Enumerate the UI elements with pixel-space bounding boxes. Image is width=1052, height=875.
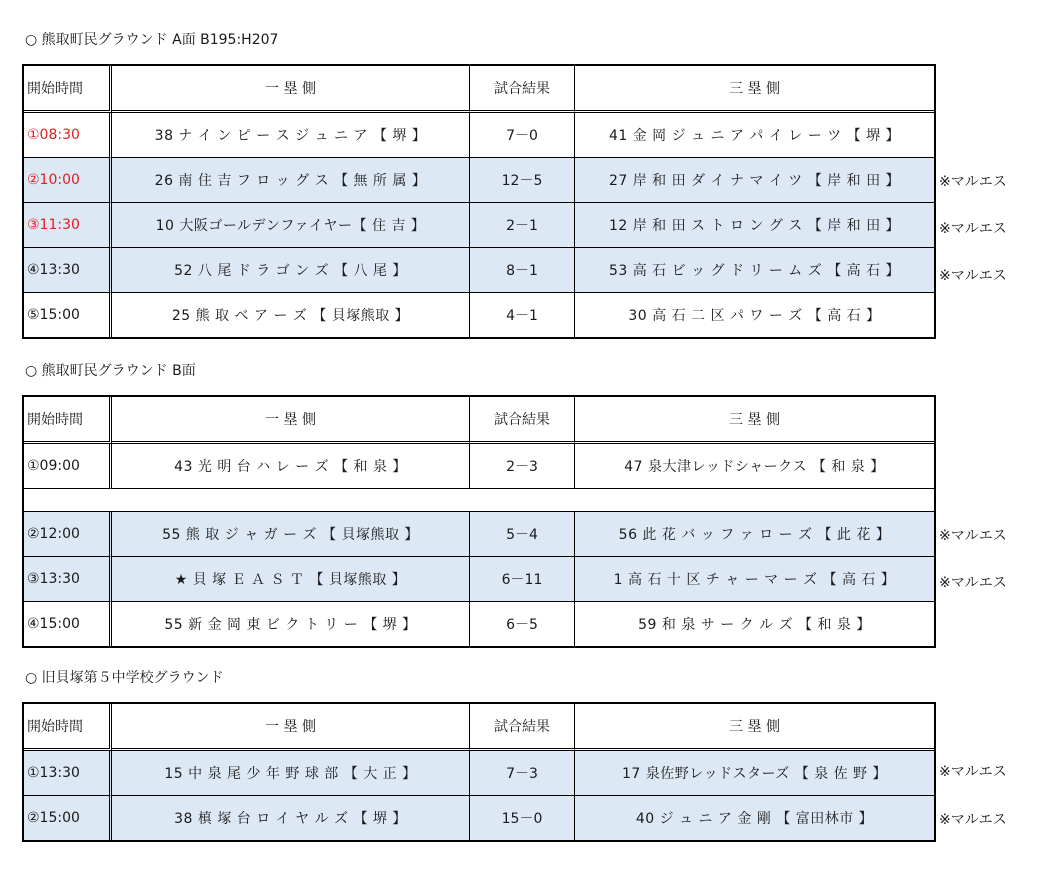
first-base-team: 25 熊 取 ベ ア ー ズ 【 貝塚熊取 】 bbox=[112, 293, 470, 337]
table-row bbox=[24, 602, 934, 646]
start-time: ②15:00 bbox=[24, 796, 112, 840]
third-base-team: 47 泉大津レッドシャークス 【 和 泉 】 bbox=[575, 444, 934, 489]
first-base-team: 15 中 泉 尾 少 年 野 球 部 【 大 正 】 bbox=[112, 751, 470, 796]
table-row bbox=[24, 158, 934, 203]
third-base-team: 41 金 岡 ジ ュ ニ ア パ イ レ ー ツ 【 堺 】 bbox=[575, 113, 934, 158]
note-maruesu: ※マルエス bbox=[939, 221, 1007, 237]
col-header-result: 試合結果 bbox=[470, 66, 575, 113]
col-header-first-base: 一 塁 側 bbox=[112, 66, 470, 113]
start-time: ①09:00 bbox=[24, 444, 112, 489]
note-maruesu: ※マルエス bbox=[939, 812, 1007, 828]
section-title-c: ○ 旧貝塚第５中学校グラウンド bbox=[25, 670, 224, 686]
start-time: ③11:30 bbox=[24, 203, 112, 248]
section-title-a: ○ 熊取町民グラウンド A面 B195:H207 bbox=[25, 32, 279, 48]
start-time: ①13:30 bbox=[24, 751, 112, 796]
score: 6－5 bbox=[470, 602, 575, 646]
note-maruesu: ※マルエス bbox=[939, 575, 1007, 591]
first-base-team: 43 光 明 台 ハ レ ー ズ 【 和 泉 】 bbox=[112, 444, 470, 489]
first-base-team: ★ 貝 塚 Ｅ Ａ Ｓ Ｔ 【 貝塚熊取 】 bbox=[112, 557, 470, 602]
start-time: ④15:00 bbox=[24, 602, 112, 646]
note-maruesu: ※マルエス bbox=[939, 174, 1007, 190]
col-header-time: 開始時間 bbox=[24, 66, 112, 113]
col-header-time: 開始時間 bbox=[24, 397, 112, 444]
third-base-team: 17 泉佐野レッドスターズ 【 泉 佐 野 】 bbox=[575, 751, 934, 796]
score: 6－11 bbox=[470, 557, 575, 602]
col-header-result: 試合結果 bbox=[470, 397, 575, 444]
third-base-team: 12 岸 和 田 ス ト ロ ン グ ス 【 岸 和 田 】 bbox=[575, 203, 934, 248]
table-row bbox=[24, 203, 934, 248]
col-header-result: 試合結果 bbox=[470, 704, 575, 751]
col-header-first-base: 一 塁 側 bbox=[112, 397, 470, 444]
schedule-table-c bbox=[22, 702, 936, 842]
first-base-team: 38 槙 塚 台 ロ イ ヤ ル ズ 【 堺 】 bbox=[112, 796, 470, 840]
note-maruesu: ※マルエス bbox=[939, 528, 1007, 544]
header-row bbox=[24, 397, 934, 444]
score: 12－5 bbox=[470, 158, 575, 203]
first-base-team: 55 熊 取 ジ ャ ガ ー ズ 【 貝塚熊取 】 bbox=[112, 512, 470, 557]
col-header-third-base: 三 塁 側 bbox=[575, 704, 934, 751]
first-base-team: 26 南 住 吉 フ ロ ッ グ ス 【 無 所 属 】 bbox=[112, 158, 470, 203]
col-header-first-base: 一 塁 側 bbox=[112, 704, 470, 751]
third-base-team: 30 高 石 二 区 パ ワ ー ズ 【 高 石 】 bbox=[628, 308, 881, 324]
table-row bbox=[24, 512, 934, 557]
table-row bbox=[24, 557, 934, 602]
first-base-team: 52 八 尾 ド ラ ゴ ン ズ 【 八 尾 】 bbox=[112, 248, 470, 293]
score: 2－3 bbox=[470, 444, 575, 489]
table-row bbox=[24, 444, 934, 489]
score: 15－0 bbox=[470, 796, 575, 840]
score: 4－1 bbox=[470, 293, 575, 337]
score: 7－0 bbox=[470, 113, 575, 158]
start-time: ②10:00 bbox=[24, 158, 112, 203]
spacer-row bbox=[24, 489, 934, 512]
score: 8－1 bbox=[470, 248, 575, 293]
schedule-table-a bbox=[22, 64, 936, 339]
section-title-b: ○ 熊取町民グラウンド B面 bbox=[25, 363, 196, 379]
start-time: ④13:30 bbox=[24, 248, 112, 293]
score: 2－1 bbox=[470, 203, 575, 248]
col-header-third-base: 三 塁 側 bbox=[575, 66, 934, 113]
col-header-third-base: 三 塁 側 bbox=[575, 397, 934, 444]
col-header-time: 開始時間 bbox=[24, 704, 112, 751]
note-maruesu: ※マルエス bbox=[939, 764, 1007, 780]
schedule-table-b bbox=[22, 395, 936, 648]
third-base-team: 56 此 花 バ ッ フ ァ ロ ー ズ 【 此 花 】 bbox=[575, 512, 934, 557]
start-time: ③13:30 bbox=[24, 557, 112, 602]
header-row bbox=[24, 704, 934, 751]
start-time: ①08:30 bbox=[24, 113, 112, 158]
start-time: ②12:00 bbox=[24, 512, 112, 557]
third-base-team: 53 高 石 ビ ッ グ ド リ ー ム ズ 【 高 石 】 bbox=[575, 248, 934, 293]
spacer-cell bbox=[24, 489, 934, 512]
note-maruesu: ※マルエス bbox=[939, 268, 1007, 284]
first-base-team: 38 ナ イ ン ピ ー ス ジ ュ ニ ア 【 堺 】 bbox=[112, 113, 470, 158]
third-base-team: 27 岸 和 田 ダ イ ナ マ イ ツ 【 岸 和 田 】 bbox=[575, 158, 934, 203]
header-row bbox=[24, 66, 934, 113]
score: 7－3 bbox=[470, 751, 575, 796]
third-base-team: 1 高 石 十 区 チ ャ ー マ ー ズ 【 高 石 】 bbox=[575, 557, 934, 602]
score: 5－4 bbox=[470, 512, 575, 557]
table-row bbox=[24, 293, 934, 337]
start-time: ⑤15:00 bbox=[24, 293, 112, 337]
table-row bbox=[24, 248, 934, 293]
third-base-team: 59 和 泉 サ ー ク ル ズ 【 和 泉 】 bbox=[638, 617, 871, 633]
table-row bbox=[24, 751, 934, 796]
first-base-team: 55 新 金 岡 東 ビ ク ト リ ー 【 堺 】 bbox=[112, 602, 470, 646]
table-row bbox=[24, 796, 934, 840]
first-base-team: 10 大阪ゴールデンファイヤー【 住 吉 】 bbox=[112, 203, 470, 248]
third-base-team: 40 ジ ュ ニ ア 金 剛 【 富田林市 】 bbox=[575, 796, 934, 840]
table-row bbox=[24, 113, 934, 158]
